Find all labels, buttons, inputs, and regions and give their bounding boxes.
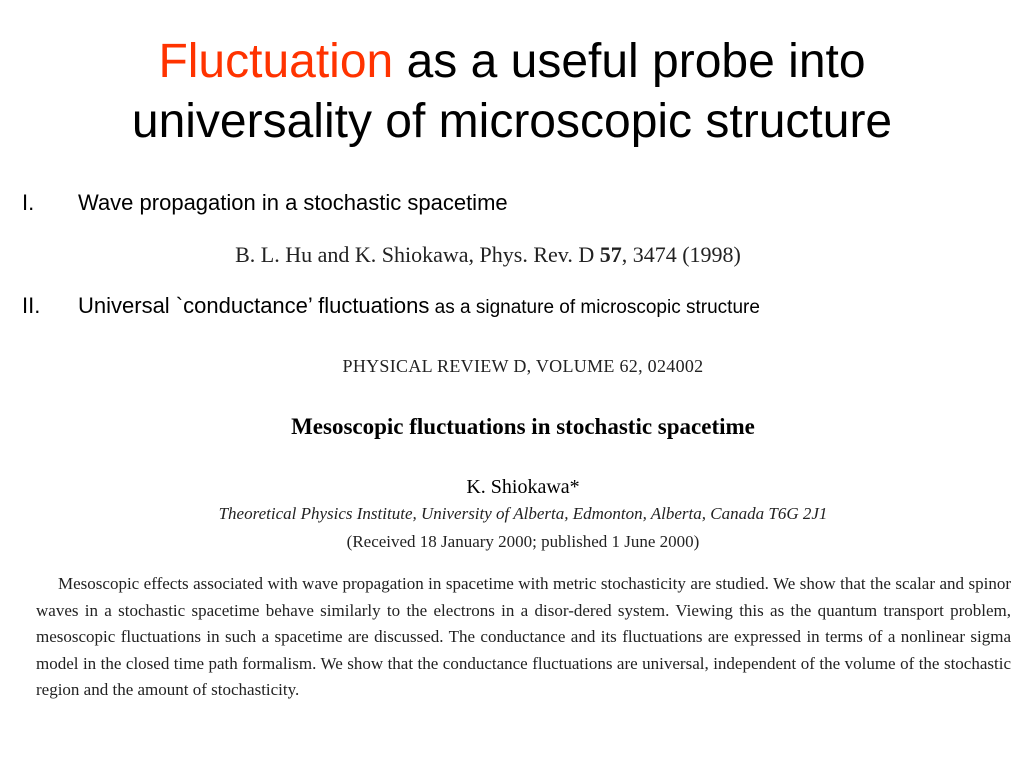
reference-citation (0, 242, 976, 268)
reference-authors: B. L. Hu and K. Shiokawa, Phys. Rev. D (235, 242, 600, 267)
paper-received: (Received 18 January 2000; published 1 June 2000) (346, 532, 700, 551)
bullet-number: II. (22, 293, 41, 318)
bullet-item-1 (22, 190, 508, 216)
paper-affiliation: Theoretical Physics Institute, University of Alberta, Edmonton, Alberta, Canada T6G 2J1 (218, 504, 828, 523)
paper-journal: PHYSICAL REVIEW D, VOLUME 62, 024002 (342, 356, 704, 376)
title-line-2: universality of microscopic structure (131, 95, 893, 148)
paper-author: K. Shiokawa* (466, 476, 580, 498)
title-rest: as a useful probe into (393, 35, 866, 88)
paper-title: Mesoscopic fluctuations in stochastic spacetime (291, 414, 755, 439)
bullet-item-2 (22, 293, 760, 319)
slide-title (0, 32, 1024, 152)
bullet-text-small: as a signature of microscopic structure (429, 297, 760, 318)
title-accent-word: Fluctuation (158, 35, 394, 88)
bullet-text: Wave propagation in a stochastic spacetime (78, 190, 508, 215)
bullet-number: I. (22, 190, 35, 215)
paper-abstract: Mesoscopic effects associated with wave propagation in spacetime with metric stochasticity are studied. We show that the scalar and spinor waves in a stochastic spacetime behave similarly to the electrons in a disor-dered system. Viewing this as the quantum transport problem, mesoscopic fluctuations in such a spacetime are discussed. The conductance and its fluctuations are expressed in terms of a nonlinear sigma model in the closed time path formalism. We show that the conductance fluctuations are universal, independent of the volume of the stochastic region and the amount of stochasticity. (36, 574, 1011, 699)
bullet-text: Universal `conductance’ fluctuations (78, 293, 430, 318)
reference-volume: 57 (599, 242, 622, 267)
reference-pages-year: , 3474 (1998) (621, 242, 741, 267)
